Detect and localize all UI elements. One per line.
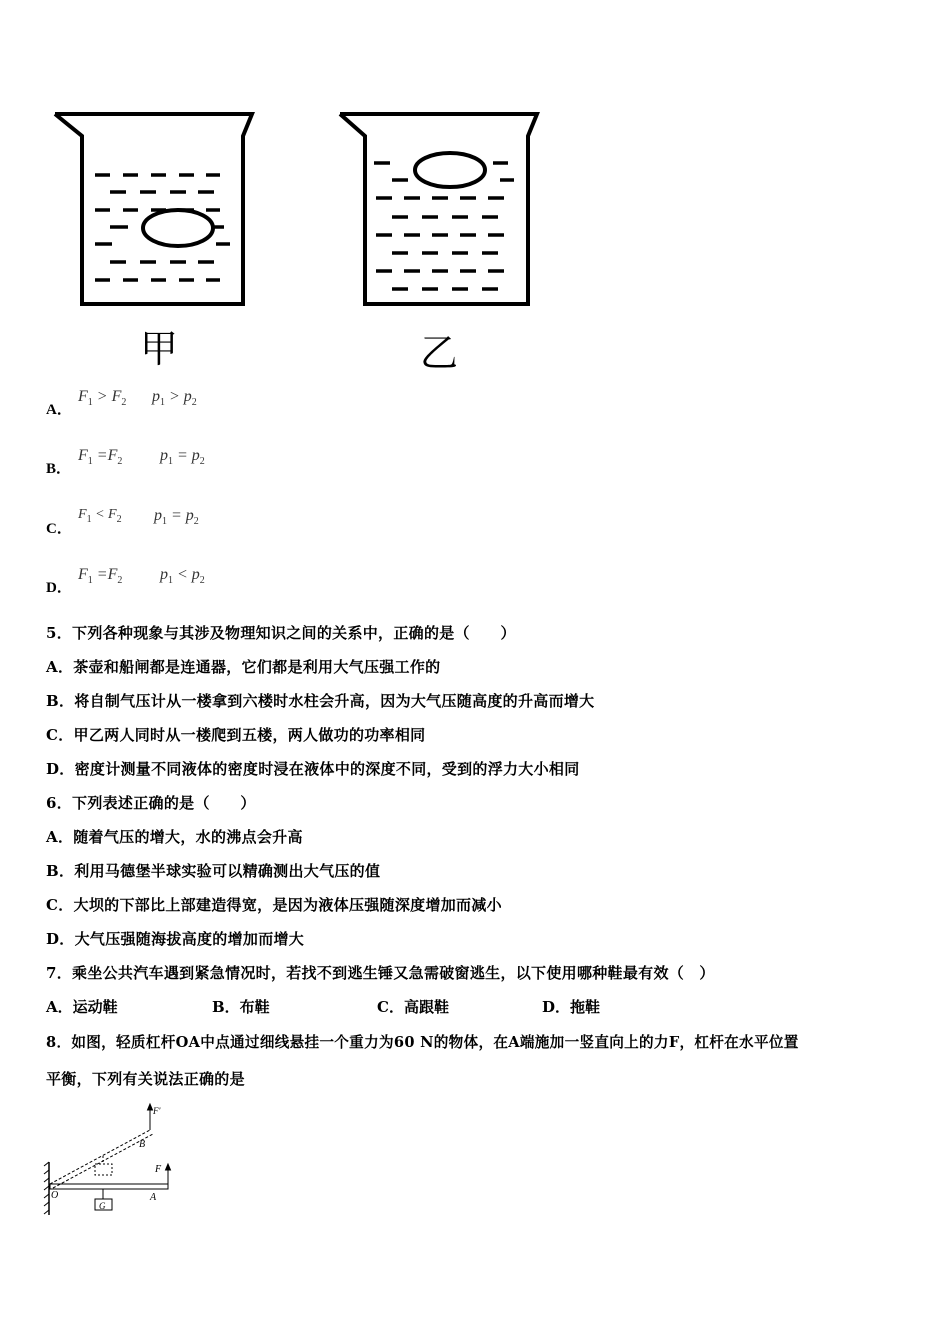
q7-option-c[interactable]: C．高跟鞋 (377, 998, 449, 1016)
q7-stem: 7．乘坐公共汽车遇到紧急情况时，若找不到逃生锤又急需破窗逃生，以下使用哪种鞋最有效（ ） (46, 964, 715, 982)
formula-force: $F_1 > F_2$ (78, 388, 127, 409)
q5-option-a[interactable]: A．茶壶和船闸都是连通器，它们都是利用大气压强工作的 (46, 658, 441, 676)
lever-oa (50, 1184, 168, 1189)
q7-option-a[interactable]: A．运动鞋 (46, 998, 118, 1016)
q5-option-c[interactable]: C．甲乙两人同时从一楼爬到五楼，两人做功的功率相同 (46, 726, 426, 744)
q5-option-d[interactable]: D．密度计测量不同液体的密度时浸在液体中的深度不同，受到的浮力大小相同 (46, 760, 580, 778)
q7-option-d[interactable]: D．拖鞋 (542, 998, 601, 1016)
beaker-right (340, 114, 537, 304)
option-letter: A． (46, 402, 72, 418)
label-b: B (139, 1139, 146, 1150)
object-right (415, 153, 485, 187)
option-letter: B． (46, 461, 72, 477)
formula-force: $F_1 =F_2$ (78, 447, 123, 468)
q8-stem-line2: 平衡，下列有关说法正确的是 (46, 1070, 245, 1088)
formula-force: $F_1 < F_2$ (78, 507, 122, 525)
figure-label-left: 甲 (140, 327, 179, 371)
label-a: A (150, 1192, 157, 1203)
formula-pressure: $p_1 = p_2$ (160, 447, 205, 468)
option-letter: C． (46, 521, 72, 537)
lever-ob-dashed (50, 1130, 150, 1184)
formula-pressure: $p_1 < p_2$ (160, 566, 205, 587)
formula-force: $F_1 =F_2$ (78, 566, 123, 587)
formula-pressure: $p_1 > p_2$ (152, 388, 197, 409)
q6-option-d[interactable]: D．大气压强随海拔高度的增加而增大 (46, 930, 305, 948)
beaker-figures (0, 100, 560, 320)
label-f-prime: F' (153, 1106, 161, 1116)
q6-stem: 6．下列表述正确的是（ ） (46, 794, 256, 812)
q6-option-c[interactable]: C．大坝的下部比上部建造得宽，是因为液体压强随深度增加而减小 (46, 896, 502, 914)
object-left (143, 210, 213, 246)
label-o: O (51, 1190, 59, 1201)
q5-stem: 5．下列各种现象与其涉及物理知识之间的关系中，正确的是（ ） (46, 624, 516, 642)
label-g: G (99, 1201, 106, 1211)
option-letter: D． (46, 580, 72, 596)
q6-option-a[interactable]: A．随着气压的增大，水的沸点会升高 (46, 828, 303, 846)
q6-option-b[interactable]: B．利用马德堡半球实验可以精确测出大气压的值 (46, 862, 381, 880)
figure-label-right: 乙 (420, 331, 459, 375)
weight-dashed (95, 1164, 112, 1175)
label-f: F (155, 1164, 162, 1175)
q7-option-b[interactable]: B．布鞋 (212, 998, 270, 1016)
q5-option-b[interactable]: B．将自制气压计从一楼拿到六楼时水柱会升高，因为大气压随高度的升高而增大 (46, 692, 595, 710)
q8-stem-line1: 8．如图，轻质杠杆OA中点通过细线悬挂一个重力为60 N的物体，在A端施加一竖直向上的力F，杠杆在水平位置 (46, 1034, 799, 1051)
formula-pressure: $p_1 = p_2$ (154, 507, 199, 528)
lever-diagram (40, 1100, 180, 1220)
